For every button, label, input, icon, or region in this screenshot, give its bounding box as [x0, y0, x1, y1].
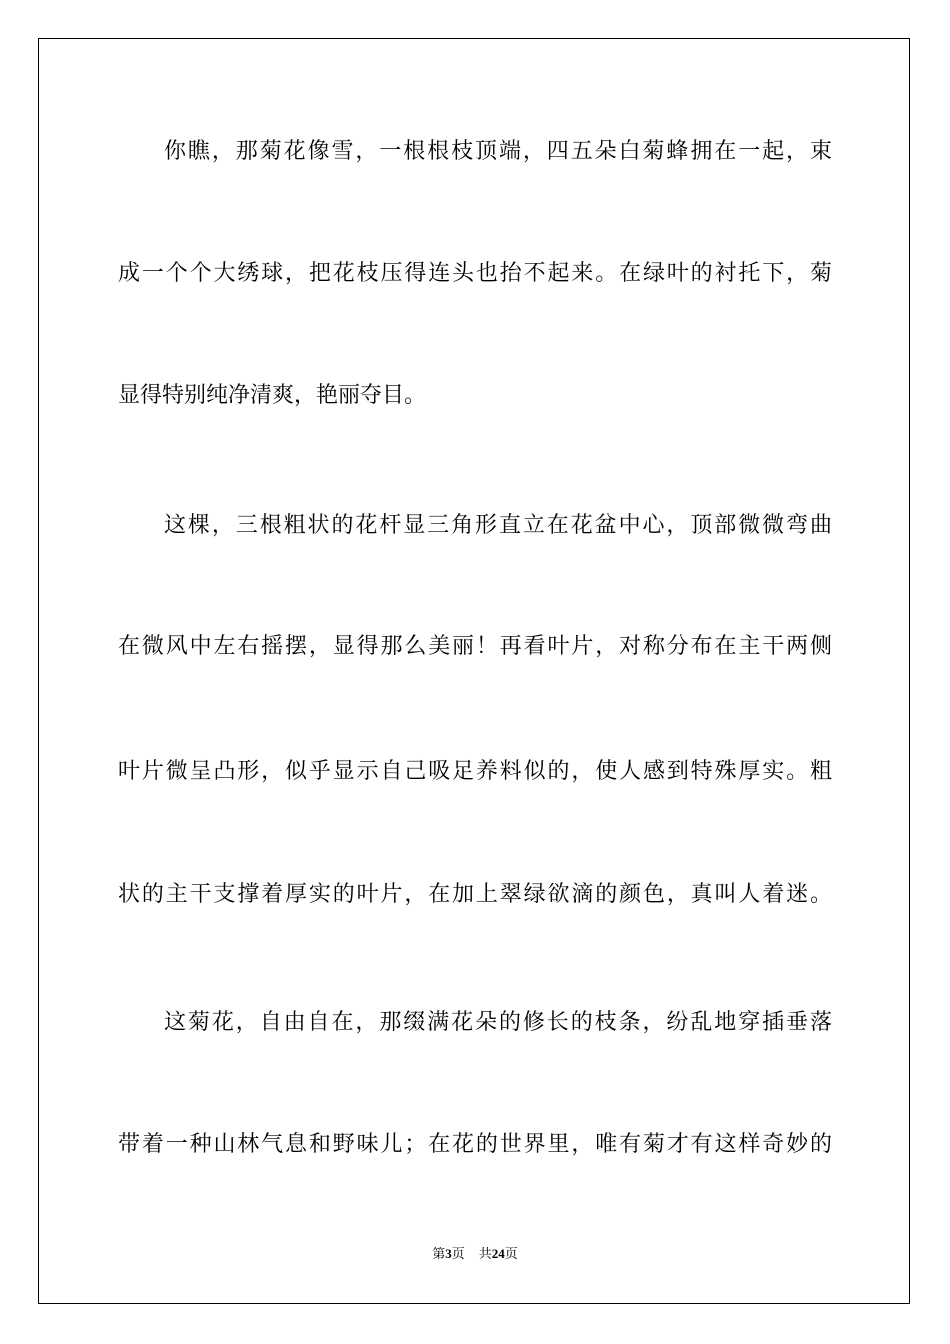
- paragraph-3-line-2: 带着一种山林气息和野味儿；在花的世界里，唯有菊才有这样奇妙的: [118, 1132, 832, 1157]
- page-number: 3: [445, 1246, 452, 1261]
- paragraph-1-line-3: 显得特别纯净清爽，艳丽夺目。: [118, 383, 427, 408]
- paragraph-3-line-1: 这菊花，自由自在，那缀满花朵的修长的枝条，纷乱地穿插垂落: [164, 1010, 832, 1035]
- page-border: [38, 38, 910, 1304]
- paragraph-2-line-4: 状的主干支撑着厚实的叶片，在加上翠绿欲滴的颜色，真叫人着迷。: [118, 882, 832, 907]
- page-suffix: 页: [451, 1246, 465, 1261]
- paragraph-2-line-2: 在微风中左右摇摆，显得那么美丽！再看叶片，对称分布在主干两侧: [118, 634, 832, 659]
- paragraph-2-line-1: 这棵，三根粗状的花杆显三角形直立在花盆中心，顶部微微弯曲: [164, 513, 832, 538]
- paragraph-2-line-3: 叶片微呈凸形，似乎显示自己吸足养料似的，使人感到特殊厚实。粗: [118, 759, 832, 784]
- paragraph-1-line-2: 成一个个大绣球，把花枝压得连头也抬不起来。在绿叶的衬托下，菊: [118, 261, 832, 286]
- total-prefix: 共: [478, 1246, 492, 1261]
- paragraph-1-line-1: 你瞧，那菊花像雪，一根根枝顶端，四五朵白菊蜂拥在一起，束: [164, 139, 832, 164]
- page-footer: [0, 1245, 950, 1263]
- total-suffix: 页: [504, 1246, 518, 1261]
- total-pages: 24: [491, 1246, 505, 1261]
- page-prefix: 第: [432, 1246, 446, 1261]
